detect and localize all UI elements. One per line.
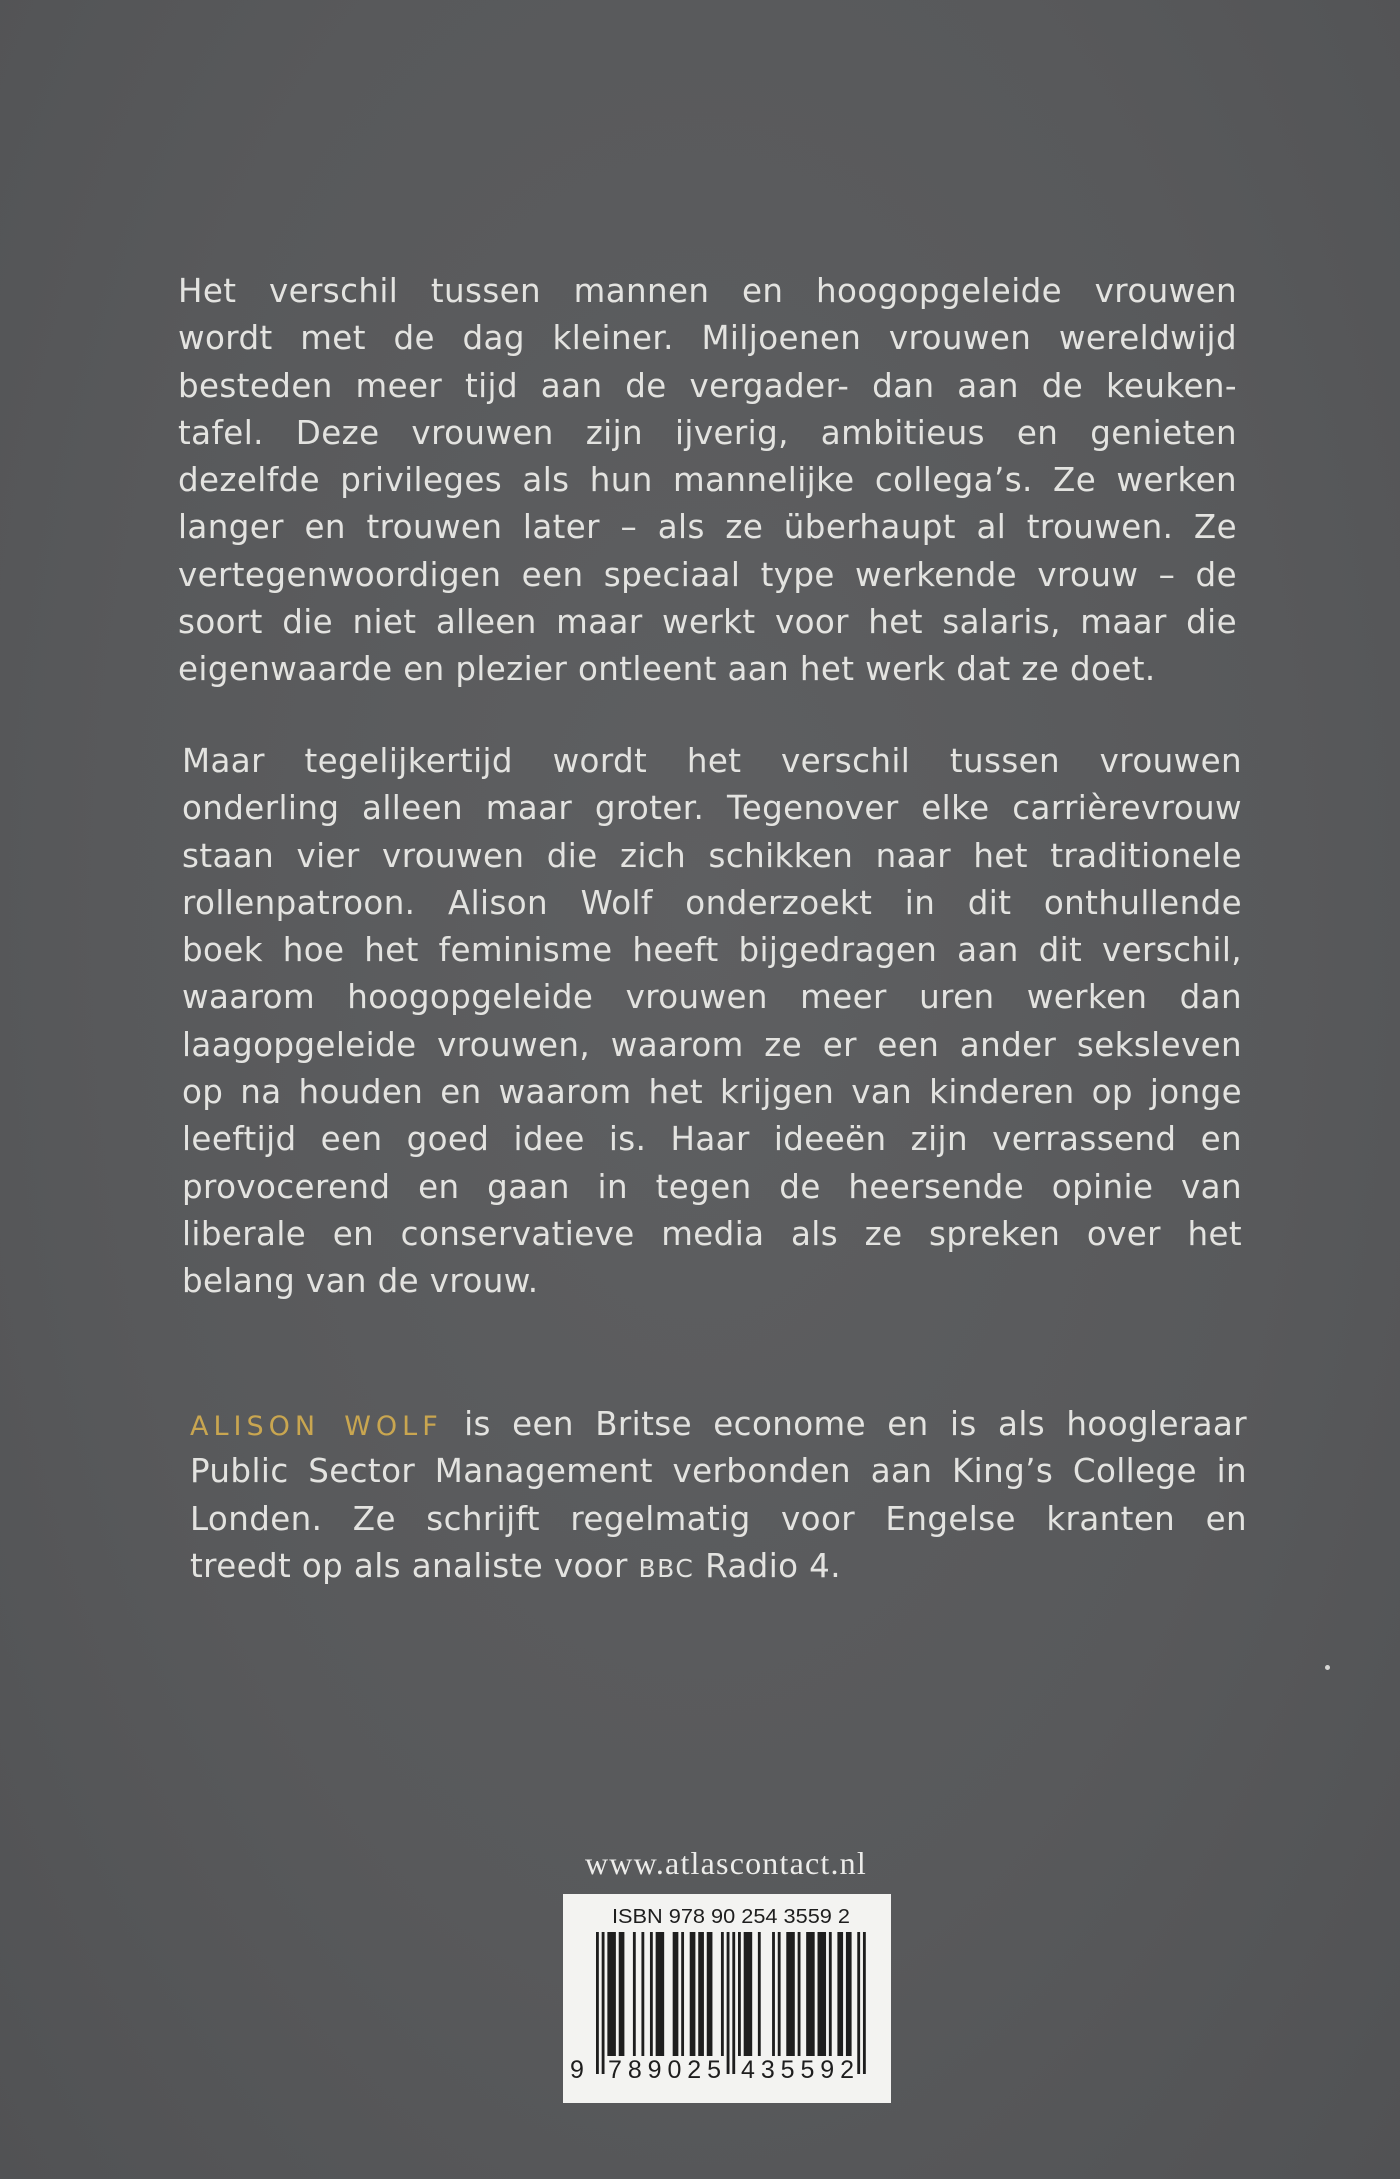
blurb-line: vertegenwoordigen een speciaal type werkende vrouw – de	[178, 555, 1237, 594]
barcode-bar	[707, 1932, 713, 2056]
author-bio-line	[190, 1401, 1247, 1448]
barcode-bar	[772, 1932, 775, 2056]
blurb-line: rollenpatroon. Alison Wolf onderzoekt in dit onthullende	[182, 883, 1242, 922]
barcode-bar	[744, 1932, 753, 2056]
isbn-number: ISBN 978 90 254 3559 2	[612, 1906, 850, 1928]
publisher-website: www.atlascontact.nl	[585, 1845, 867, 1881]
scan-speck	[1325, 1665, 1330, 1670]
author-bio-line: Public Sector Management verbonden aan King’s College in	[190, 1452, 1247, 1491]
blurb-line: Maar tegelijkertijd wordt het verschil tussen vrouwen	[182, 742, 1242, 780]
blurb-line: leeftijd een goed idee is. Haar ideeën zijn verrassend en	[182, 1120, 1242, 1159]
barcode-bar	[837, 1932, 843, 2056]
blurb-line: staan vier vrouwen die zich schikken naar het traditionele	[182, 836, 1242, 875]
blurb-line: op na houden en waarom het krijgen van kinderen op jonge	[182, 1073, 1242, 1112]
barcode-bar	[656, 1932, 665, 2056]
blurb-line: boek hoe het feminisme heeft bijgedragen aan dit verschil,	[182, 931, 1242, 970]
barcode-bars	[596, 1932, 866, 2074]
barcode-bar	[829, 1932, 832, 2056]
barcode-graphic	[563, 1894, 891, 2103]
blurb-paragraph-2	[182, 738, 1242, 1306]
blurb-line: eigenwaarde en plezier ontleent aan het werk dat ze doet.	[178, 650, 1156, 689]
barcode-guard-bar	[863, 1932, 866, 2074]
blurb-line: langer en trouwen later – als ze überhaupt al trouwen. Ze	[178, 508, 1237, 547]
blurb-line: belang van de vrouw.	[182, 1262, 539, 1301]
blurb-line: liberale en conservatieve media als ze spreken over het	[182, 1214, 1242, 1253]
blurb-line: wordt met de dag kleiner. Miljoenen vrouwen wereldwijd	[178, 319, 1237, 358]
ean-first-digit: 9	[570, 2056, 584, 2084]
barcode-guard-bar	[596, 1932, 599, 2074]
blurb-paragraph-1	[178, 268, 1237, 694]
author-bio	[190, 1401, 1247, 1590]
barcode-bar	[690, 1932, 696, 2056]
blurb-line: dezelfde privileges als hun mannelijke collega’s. Ze werken	[178, 461, 1237, 500]
author-bio-text: is een Britse econome en is als hoogleraar	[464, 1405, 1248, 1443]
barcode-bar	[641, 1932, 644, 2056]
author-bio-line: Londen. Ze schrijft regelmatig voor Engelse kranten en	[190, 1499, 1247, 1538]
barcode-bar	[681, 1932, 684, 2056]
barcode-bar	[846, 1932, 852, 2056]
barcode-bar	[619, 1932, 625, 2056]
barcode-bar	[778, 1932, 781, 2056]
blurb-line: tafel. Deze vrouwen zijn ijverig, ambitieus en genieten	[178, 413, 1237, 452]
isbn-barcode	[563, 1894, 891, 2103]
author-bio-text: Radio 4.	[705, 1546, 841, 1585]
blurb-line: waarom hoogopgeleide vrouwen meer uren werken dan	[182, 978, 1242, 1017]
broadcaster-name: BBC	[638, 1553, 695, 1583]
barcode-bar	[673, 1932, 679, 2056]
blurb-line: soort die niet alleen maar werkt voor het salaris, maar die	[178, 603, 1237, 642]
barcode-bar	[698, 1932, 704, 2056]
author-bio-text: treedt op als analiste voor	[190, 1546, 628, 1585]
ean-right-digits: 435592	[741, 2056, 854, 2084]
ean-left-digits: 789025	[608, 2056, 721, 2084]
barcode-bar	[786, 1932, 795, 2056]
barcode-guard-bar	[732, 1932, 735, 2074]
barcode-bar	[738, 1932, 741, 2056]
barcode-guard-bar	[602, 1932, 605, 2074]
blurb-line: provocerend en gaan in tegen de heersende opinie van	[182, 1167, 1242, 1206]
barcode-bar	[758, 1932, 761, 2056]
author-bio-line	[190, 1543, 1247, 1590]
blurb-line: Het verschil tussen mannen en hoogopgeleide vrouwen	[178, 272, 1237, 310]
author-name: ALISON WOLF	[190, 1411, 443, 1442]
barcode-bar	[806, 1932, 815, 2056]
barcode-bar	[650, 1932, 653, 2056]
barcode-bar	[721, 1932, 724, 2056]
blurb-line: onderling alleen maar groter. Tegenover elke carrièrevrouw	[182, 789, 1242, 828]
barcode-bar	[798, 1932, 801, 2056]
barcode-bar	[818, 1932, 827, 2056]
blurb-line: besteden meer tijd aan de vergader- dan aan de keuken-	[178, 366, 1237, 405]
barcode-guard-bar	[857, 1932, 860, 2074]
barcode-bar	[607, 1932, 616, 2056]
blurb-line: laagopgeleide vrouwen, waarom ze er een ander seksleven	[182, 1025, 1242, 1064]
barcode-guard-bar	[727, 1932, 730, 2074]
barcode-bar	[633, 1932, 636, 2056]
